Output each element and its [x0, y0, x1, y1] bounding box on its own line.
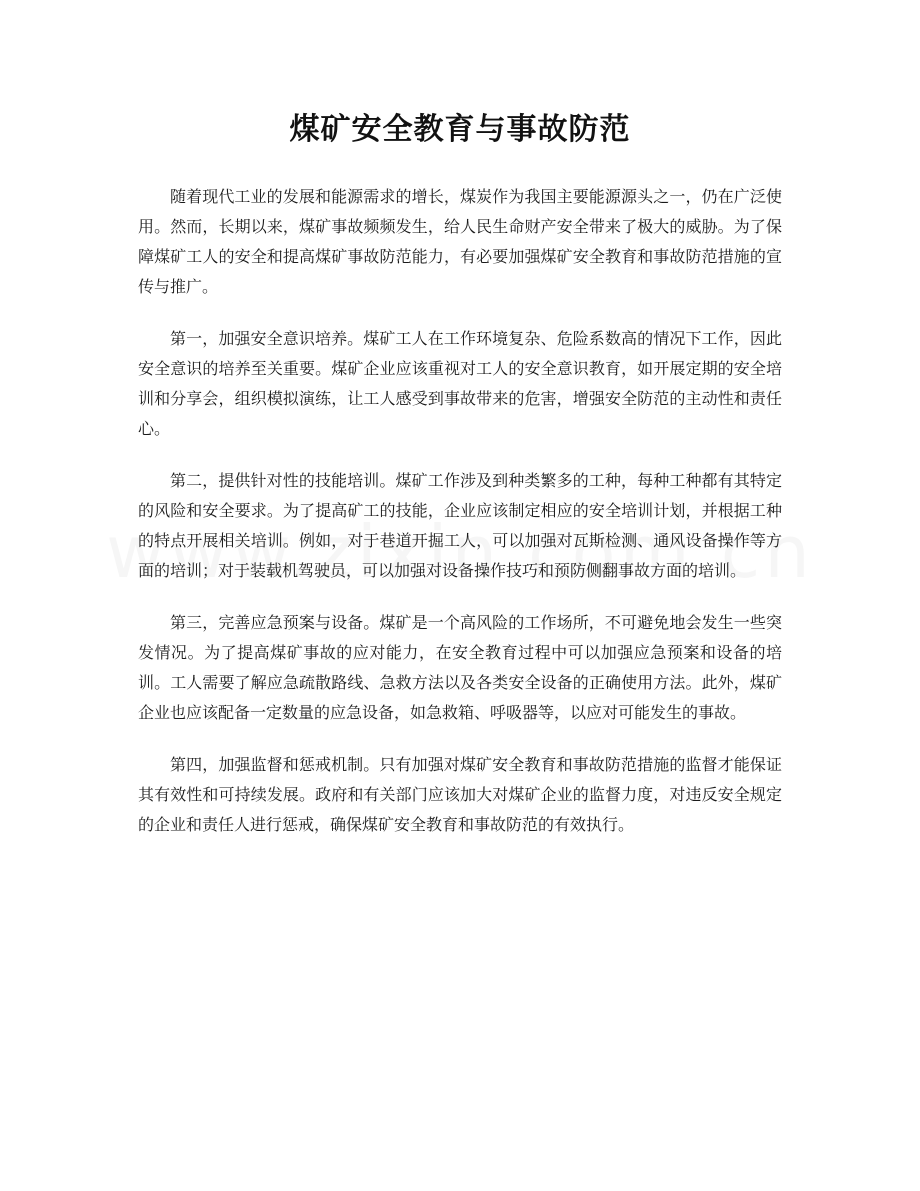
- document-body: [138, 182, 782, 862]
- paragraph-third: 第三，完善应急预案与设备。煤矿是一个高风险的工作场所，不可避免地会发生一些突发情况。为了提高煤矿事故的应对能力，在安全教育过程中可以加强应急预案和设备的培训。工人需要了解应急疏散路线、急救方法以及各类安全设备的正确使用方法。此外，煤矿企业也应该配备一定数量的应急设备，如急救箱、呼吸器等，以应对可能发生的事故。: [138, 613, 782, 722]
- paragraph-first: 第一，加强安全意识培养。煤矿工人在工作环境复杂、危险系数高的情况下工作，因此安全意识的培养至关重要。煤矿企业应该重视对工人的安全意识教育，如开展定期的安全培训和分享会，组织模拟演练，让工人感受到事故带来的危害，增强安全防范的主动性和责任心。: [138, 329, 782, 438]
- paragraph-intro: 随着现代工业的发展和能源需求的增长，煤炭作为我国主要能源源头之一，仍在广泛使用。然而，长期以来，煤矿事故频频发生，给人民生命财产安全带来了极大的威胁。为了保障煤矿工人的安全和提高煤矿事故防范能力，有必要加强煤矿安全教育和事故防范措施的宣传与推广。: [138, 187, 782, 296]
- paragraph-fourth: 第四，加强监督和惩戒机制。只有加强对煤矿安全教育和事故防范措施的监督才能保证其有效性和可持续发展。政府和有关部门应该加大对煤矿企业的监督力度，对违反安全规定的企业和责任人进行惩戒，确保煤矿安全教育和事故防范的有效执行。: [138, 755, 782, 834]
- paragraph-second: 第二，提供针对性的技能培训。煤矿工作涉及到种类繁多的工种，每种工种都有其特定的风险和安全要求。为了提高矿工的技能，企业应该制定相应的安全培训计划，并根据工种的特点开展相关培训。例如，对于巷道开掘工人，可以加强对瓦斯检测、通风设备操作等方面的培训；对于装载机驾驶员，可以加强对设备操作技巧和预防侧翻事故方面的培训。: [138, 471, 782, 580]
- document-title: 煤矿安全教育与事故防范: [289, 112, 631, 147]
